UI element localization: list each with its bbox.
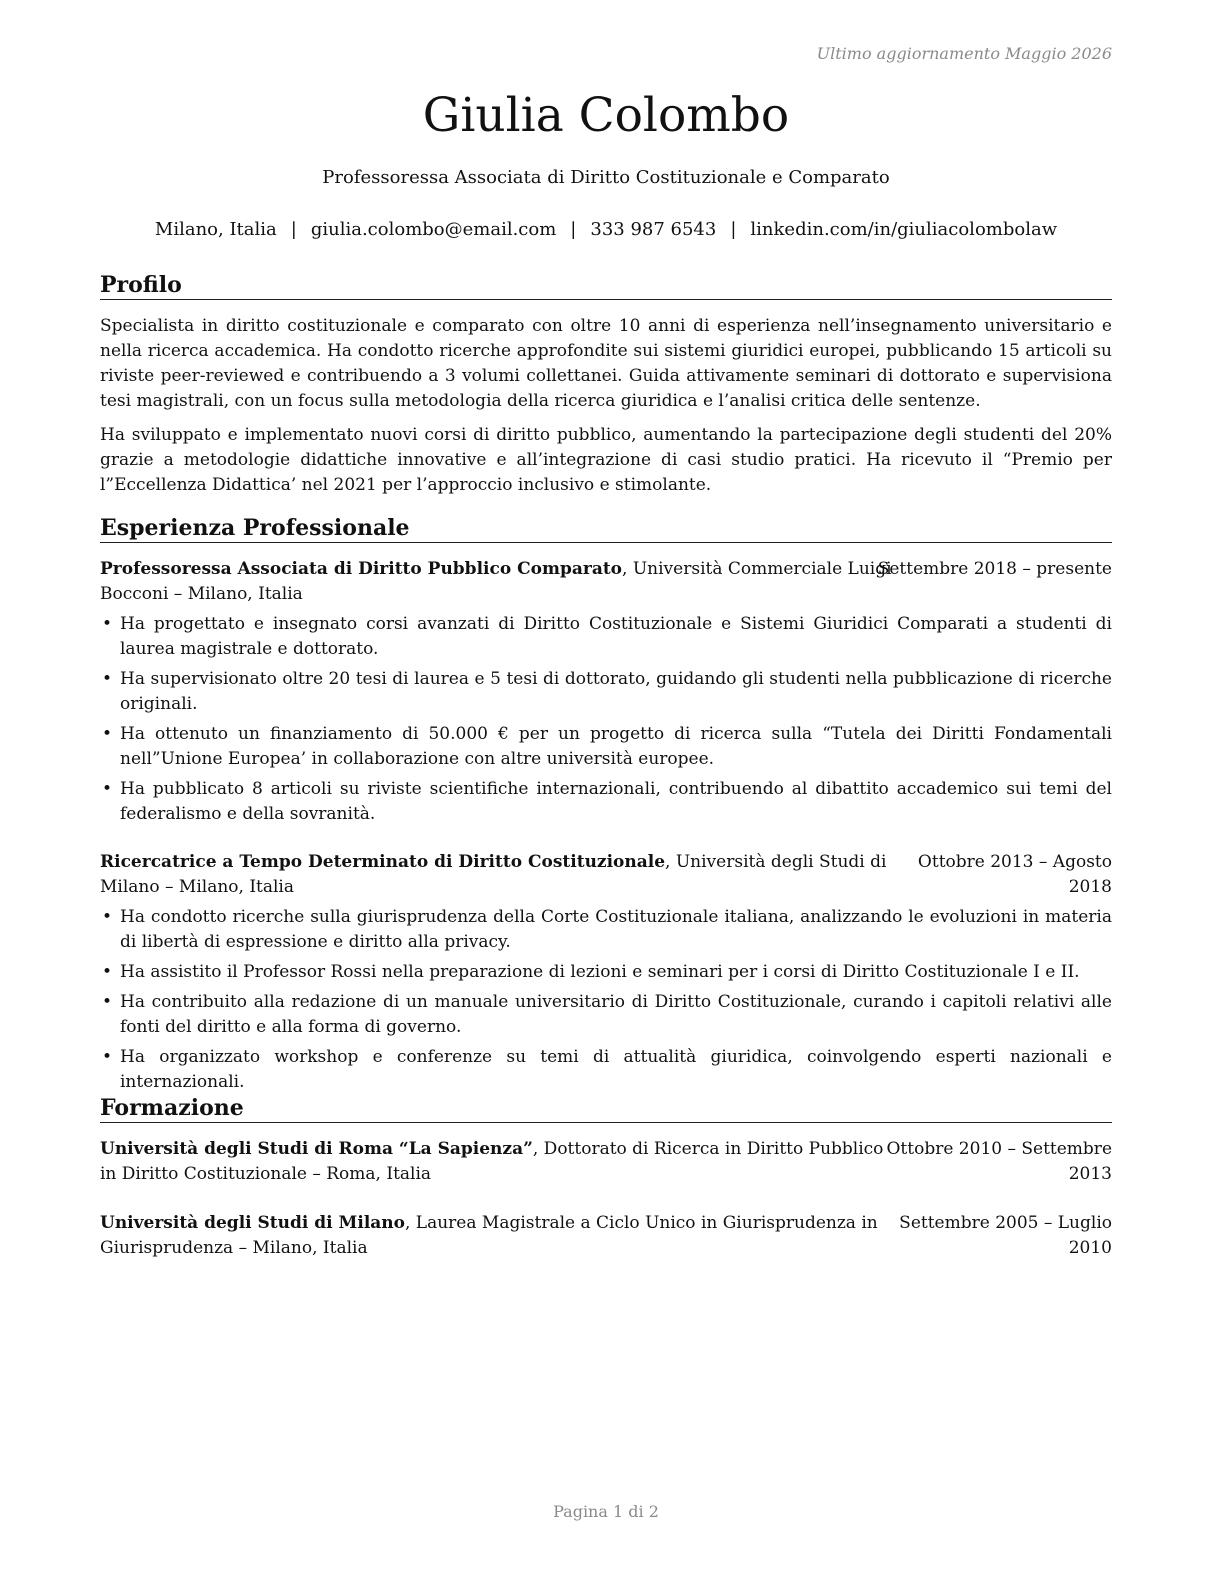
list-item: • Ha progettato e insegnato corsi avanzati di Diritto Costituzionale e Sistemi Giuridici Comparati a studenti di laurea magistrale e dottorato. bbox=[102, 614, 1112, 659]
bullet-icon: • bbox=[102, 614, 113, 634]
education-degree: , Dottorato di Ricerca in Diritto Pubblico bbox=[532, 1139, 884, 1159]
experience-role: Professoressa Associata di Diritto Pubblico Comparato bbox=[100, 559, 623, 579]
candidate-title: Professoressa Associata di Diritto Costituzionale e Comparato bbox=[322, 167, 890, 188]
section-title-education: Formazione bbox=[100, 1095, 1112, 1123]
contact-location: Milano, Italia bbox=[154, 219, 277, 240]
education-dates-continued: 2013 bbox=[1068, 1164, 1112, 1184]
education-entry-header bbox=[100, 1137, 1112, 1187]
contact-linkedin[interactable]: linkedin.com/in/giuliacolombolaw bbox=[750, 219, 1058, 240]
list-item: • Ha contribuito alla redazione di un manuale universitario di Diritto Costituzionale, curando i capitoli relativi alle fonti del diritto e alla forma di governo. bbox=[102, 992, 1112, 1037]
candidate-name: Giulia Colombo bbox=[422, 88, 790, 143]
section-title-profile: Profilo bbox=[100, 272, 1112, 300]
education-degree: , Laurea Magistrale a Ciclo Unico in Giurisprudenza in bbox=[405, 1213, 878, 1233]
experience-org: , Università degli Studi di bbox=[665, 852, 887, 872]
experience-dates: Settembre 2018 – presente bbox=[877, 559, 1112, 579]
education-dates: Ottobre 2010 – Settembre bbox=[886, 1139, 1112, 1159]
experience-bullets bbox=[100, 612, 1112, 832]
list-item: • Ha ottenuto un finanziamento di 50.000 € per un progetto di ricerca sulla “Tutela dei Diritti Fondamentali nell”Unione Europea’ in collaborazione con altre università europee. bbox=[102, 724, 1112, 769]
experience-org: , Università Commerciale Luigi bbox=[622, 559, 892, 579]
profile-paragraph: Ha sviluppato e implementato nuovi corsi di diritto pubblico, aumentando la partecipazione degli studenti del 20% grazie a metodologie didattiche innovative e all’integrazione di casi studio pratici. Ha ricevuto il “Premio per l”Eccellenza Didattica’ nel 2021 per l’approccio inclusivo e stimolante. bbox=[100, 425, 1112, 495]
experience-dates: Ottobre 2013 – Agosto bbox=[917, 852, 1112, 872]
contact-separator: | bbox=[290, 219, 297, 240]
resume-page bbox=[100, 0, 1112, 1584]
experience-org-continued: Bocconi – Milano, Italia bbox=[100, 584, 303, 604]
experience-dates-continued: 2018 bbox=[1068, 877, 1112, 897]
bullet-icon: • bbox=[102, 669, 113, 689]
list-item: • Ha assistito il Professor Rossi nella preparazione di lezioni e seminari per i corsi di Diritto Costituzionale I e II. bbox=[100, 960, 1112, 985]
last-updated-note: Ultimo aggiornamento Maggio 2026 bbox=[816, 44, 1112, 63]
education-school: Università degli Studi di Roma “La Sapienza” bbox=[100, 1139, 533, 1159]
contact-email[interactable]: giulia.colombo@email.com bbox=[310, 219, 557, 240]
contact-separator: | bbox=[570, 219, 577, 240]
education-dates: Settembre 2005 – Luglio bbox=[899, 1213, 1112, 1233]
education-entry-header bbox=[100, 1211, 1112, 1261]
contact-phone: 333 987 6543 bbox=[590, 219, 717, 240]
experience-org-continued: Milano – Milano, Italia bbox=[100, 877, 295, 897]
experience-role: Ricercatrice a Tempo Determinato di Diritto Costituzionale bbox=[100, 852, 666, 872]
list-item: • Ha organizzato workshop e conferenze su temi di attualità giuridica, coinvolgendo esperti nazionali e internazionali. bbox=[102, 1047, 1112, 1092]
contact-line bbox=[100, 219, 1112, 240]
bullet-icon: • bbox=[102, 907, 113, 927]
contact-separator: | bbox=[730, 219, 737, 240]
list-item: • Ha pubblicato 8 articoli su riviste scientifiche internazionali, contribuendo al dibattito accademico sui temi del federalismo e della sovranità. bbox=[102, 779, 1112, 824]
list-item: • Ha supervisionato oltre 20 tesi di laurea e 5 tesi di dottorato, guidando gli studenti nella pubblicazione di ricerche originali. bbox=[102, 669, 1112, 714]
bullet-icon: • bbox=[102, 1047, 113, 1067]
bullet-icon: • bbox=[102, 779, 113, 799]
education-degree-continued: in Diritto Costituzionale – Roma, Italia bbox=[100, 1164, 432, 1184]
education-dates-continued: 2010 bbox=[1068, 1238, 1112, 1258]
experience-entry-header bbox=[100, 850, 1112, 900]
bullet-icon: • bbox=[102, 962, 113, 982]
education-school: Università degli Studi di Milano bbox=[100, 1213, 405, 1233]
profile-paragraph: Specialista in diritto costituzionale e comparato con oltre 10 anni di esperienza nell’insegnamento universitario e nella ricerca accademica. Ha condotto ricerche approfondite sui sistemi giuridici europei, pubblicando 15 articoli su riviste peer-reviewed e contribuendo a 3 volumi collettanei. Guida attivamente seminari di dottorato e supervisiona tesi magistrali, con un focus sulla metodologia della ricerca giuridica e l’analisi critica delle sentenze. bbox=[100, 316, 1112, 411]
bullet-icon: • bbox=[102, 992, 113, 1012]
page-number: Pagina 1 di 2 bbox=[553, 1502, 659, 1521]
experience-entry-header bbox=[100, 557, 1112, 607]
list-item: • Ha condotto ricerche sulla giurisprudenza della Corte Costituzionale italiana, analizzando le evoluzioni in materia di libertà di espressione e diritto alla privacy. bbox=[102, 907, 1112, 952]
bullet-icon: • bbox=[102, 724, 113, 744]
section-title-experience: Esperienza Professionale bbox=[100, 515, 1112, 543]
experience-bullets bbox=[100, 905, 1112, 1100]
education-degree-continued: Giurisprudenza – Milano, Italia bbox=[100, 1238, 368, 1258]
